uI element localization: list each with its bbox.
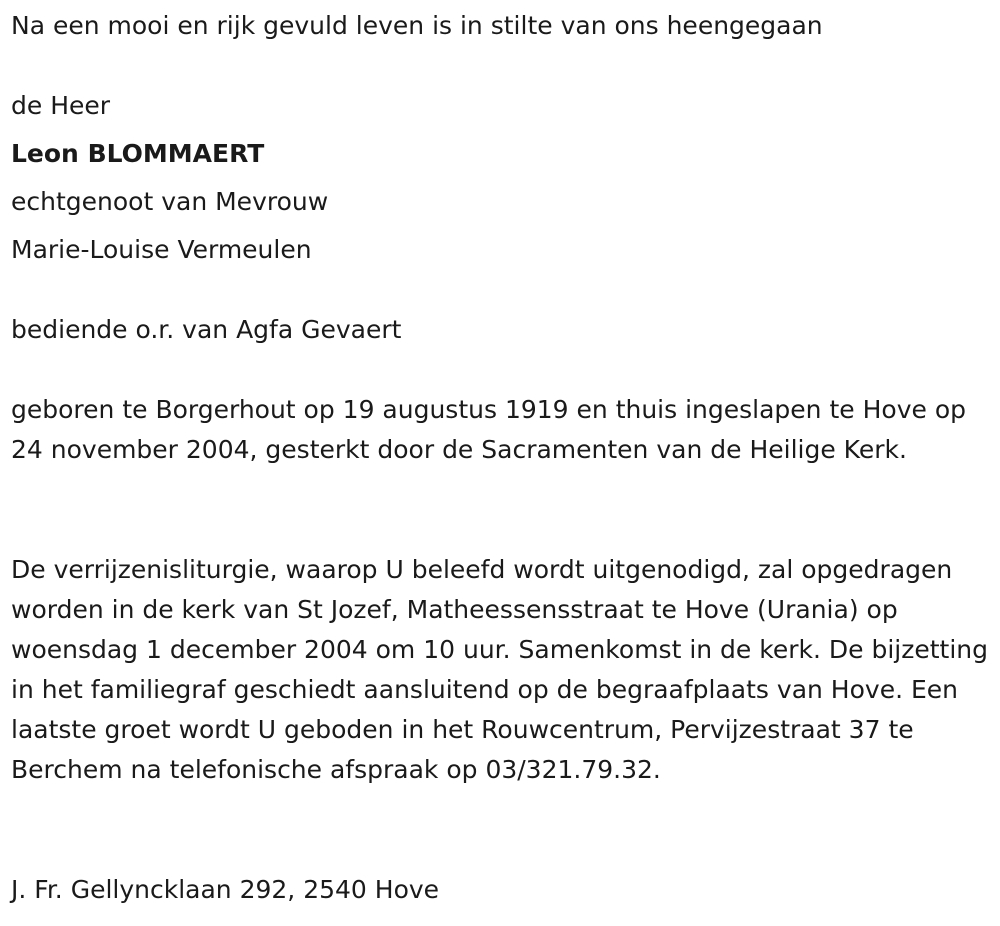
- deceased-name: Leon BLOMMAERT: [11, 139, 265, 168]
- occupation: bediende o.r. van Agfa Gevaert: [11, 315, 402, 344]
- spouse-name: Marie-Louise Vermeulen: [11, 235, 312, 264]
- address: J. Fr. Gellyncklaan 292, 2540 Hove: [11, 875, 440, 904]
- ceremony-paragraph: De verrijzenisliturgie, waarop U beleefd wordt uitgenodigd, zal opgedragen worden in de kerk van St Jozef, Matheessensstraat te Hove (Urania) op woensdag 1 december 2004 om 10 uur. Samenkomst in de kerk. De bijzetting in het familiegraf geschiedt aansluitend op de begraafplaats van Hove. Een laatste groet wordt U geboden in het Rouwcentrum, Pervijzestraat 37 te Berchem na telefonische afspraak op 03/321.79.32.: [11, 555, 988, 784]
- salutation: de Heer: [11, 91, 111, 120]
- intro-text: Na een mooi en rijk gevuld leven is in stilte van ons heengegaan: [11, 11, 823, 40]
- birth-death-paragraph: geboren te Borgerhout op 19 augustus 1919 en thuis ingeslapen te Hove op 24 november 2004, gesterkt door de Sacramenten van de Heilige Kerk.: [11, 395, 966, 464]
- spouse-line: echtgenoot van Mevrouw: [11, 187, 329, 216]
